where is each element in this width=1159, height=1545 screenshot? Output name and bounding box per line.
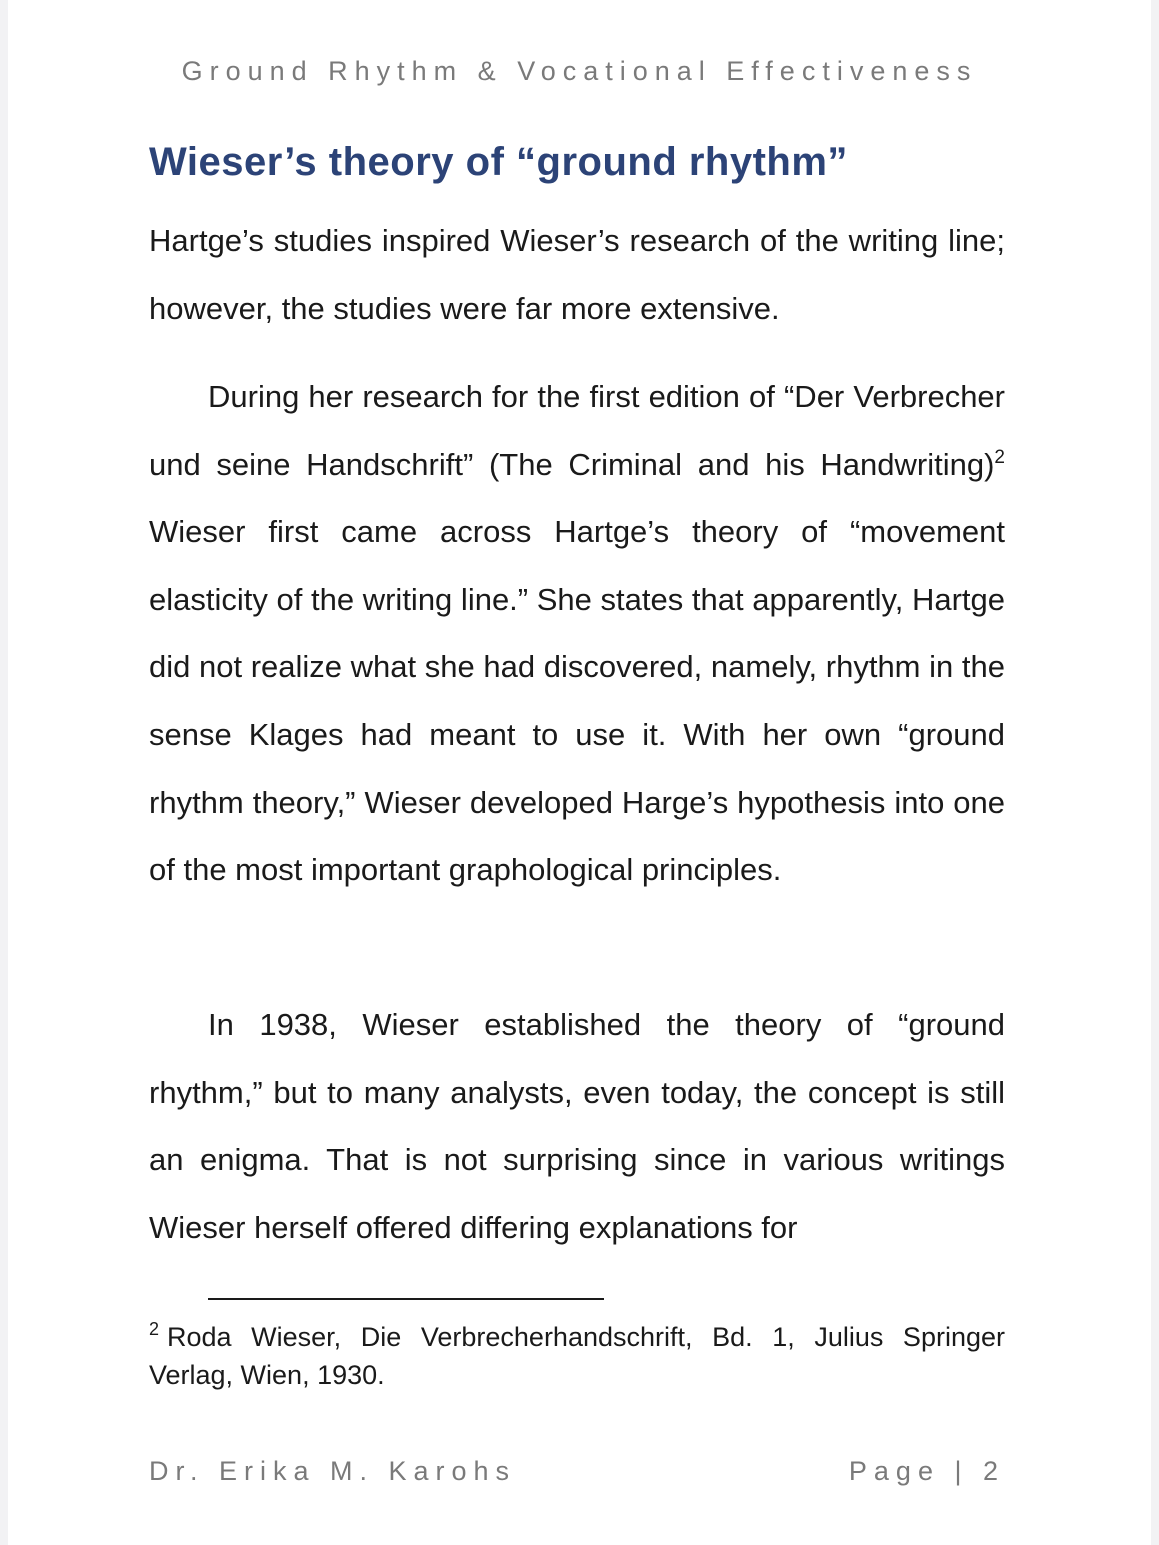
section-title: Wieser’s theory of “ground rhythm” — [149, 140, 848, 184]
footnote — [149, 1318, 1005, 1394]
footer-author: Dr. Erika M. Karohs — [149, 1456, 517, 1486]
paragraph-2-text-start: During her research for the first edition of “Der Verbrecher und seine Handschrift” (The Criminal and his Handwriting) — [149, 379, 1005, 482]
paragraph-3: In 1938, Wieser established the theory of “ground rhythm,” but to many analysts, even today, the concept is still an enigma. That is not surprising since in various writings Wieser herself offered differing explanations for — [149, 1007, 1005, 1245]
footer-page-number: Page | 2 — [848, 1456, 1005, 1486]
running-header: Ground Rhythm & Vocational Effectiveness — [181, 56, 978, 86]
paragraph-1: Hartge’s studies inspired Wieser’s research of the writing line; however, the studies were far more extensive. — [149, 223, 1005, 326]
paragraph-2 — [149, 363, 1005, 904]
document-page — [8, 0, 1151, 1545]
footnote-reference: 2 — [994, 446, 1005, 468]
footnote-separator — [208, 1298, 604, 1300]
footnote-number: 2 — [149, 1319, 160, 1339]
footnote-text: Roda Wieser, Die Verbrecherhandschrift, Bd. 1, Julius Springer Verlag, Wien, 1930. — [149, 1322, 1005, 1390]
paragraph-2-text-end: Wieser first came across Hartge’s theory of “movement elasticity of the writing line.” She states that apparently, Hartge did not realize what she had discovered, namely, rhythm in the sense Klages had meant to use it. With her own “ground rhythm theory,” Wieser developed Harge’s hypothesis into one of the most important graphological principles. — [149, 514, 1005, 888]
